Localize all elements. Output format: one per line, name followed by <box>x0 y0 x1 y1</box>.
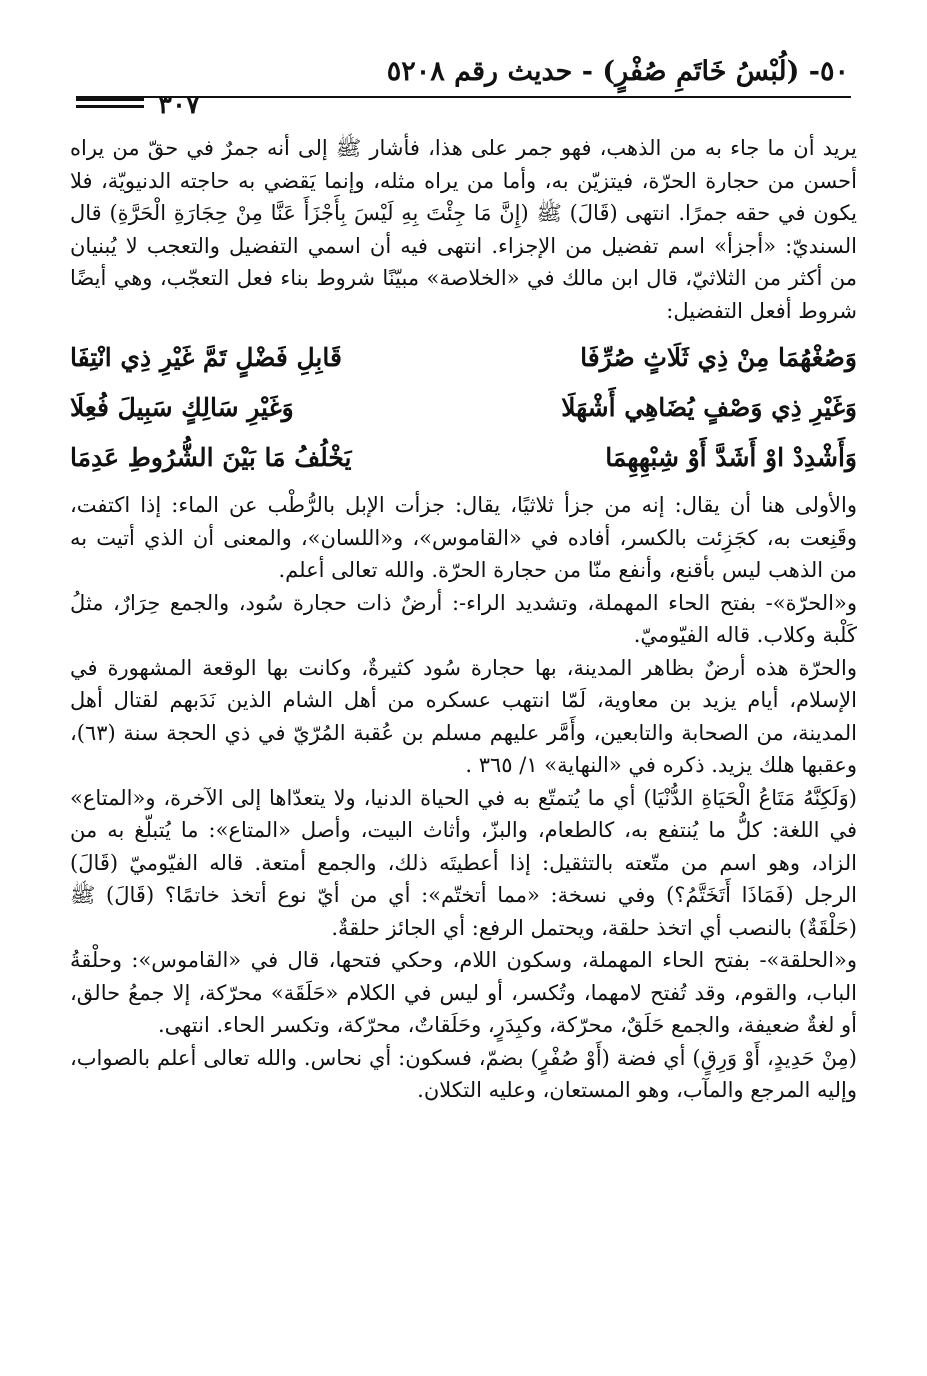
running-header-title: ٥٠- (لُبْسُ خَاتَمِ صُفْرٍ) - حديث رقم ٥٢٠٨ <box>386 56 849 87</box>
verse-first-hemistich: وَغَيْرِ ذِي وَصْفٍ يُضَاهِي أَشْهَلَا <box>561 393 857 422</box>
verse-second-hemistich: يَخْلُفُ مَا بَيْنَ الشُّرُوطِ عَدِمَا <box>70 443 352 472</box>
paragraph: يريد أن ما جاء به من الذهب، فهو جمر على هذا، فأشار ﷺ إلى أنه جمرٌ في حقّ من يراه أحسن من حجارة الحرّة، فيتزيّن به، وأما من يراه مثله، وإنما يَقضي به حاجته الدنيويّة، فلا يكون في حقه جمرًا. انتهى (قَالَ) ﷺ (إِنَّ مَا جِئْتَ بِهِ لَيْسَ بِأَجْزَأَ عَنَّا مِنْ حِجَارَةِ الْحَرَّةِ) قال السنديّ: «أجزأ» اسم تفضيل من الإجزاء. انتهى فيه أن اسمي التفضيل والتعجب لا يُبنيان من أكثر من الثلاثيّ، قال ابن مالك في «الخلاصة» مبيّنًا شروط بناء فعل التعجّب، وهي أيضًا شروط أفعل التفضيل: <box>70 136 857 323</box>
paragraph: و«الحرّة»- بفتح الحاء المهملة، وتشديد الراء-: أرضٌ ذات حجارة سُود، والجمع حِرَارٌ، مثلُ كَلْبة وكلاب. قاله الفيّوميّ. <box>70 590 857 647</box>
paragraph: والحرّة هذه أرضٌ بظاهر المدينة، بها حجارة سُود كثيرةٌ، وكانت بها الوقعة المشهورة في الإسلام، أيام يزيد بن معاوية، لَمّا انتهب عسكره من أهل الشام الذين نَدَبهم لقتال أهل المدينة، من الصحابة والتابعين، وأَمَّر عليهم مسلم بن عُقبة المُرّيّ في ذي الحجة سنة (٦٣)، وعقبها هلك يزيد. ذكره في «النهاية» ١/ ٣٦٥ . <box>70 655 857 777</box>
paragraph: و«الحلقة»- بفتح الحاء المهملة، وسكون اللام، وحكي فتحها، قال في «القاموس»: وحلْقةُ الباب، والقوم، وقد تُفتح لامهما، وتُكسر، أو ليس في الكلام «حَلَقَة» محرّكة، إلا جمعُ حالق، أو لغةٌ ضعيفة، والجمع حَلَقٌ، محرّكة، وكبِدَرٍ، وحَلَقاتٌ، محرّكة، وتكسر الحاء. انتهى. <box>70 948 857 1037</box>
verse-second-hemistich: وَغَيْرِ سَالِكٍ سَبِيلَ فُعِلَا <box>70 393 294 422</box>
poem-verse <box>70 383 857 433</box>
paragraph: (وَلَكِنَّهُ مَتَاعُ الْحَيَاةِ الدُّنْيَا) أي ما يُتمتّع به في الحياة الدنيا، ولا يتعدّاها إلى الآخرة، و«المتاع» في اللغة: كلُّ ما يُنتفع به، كالطعام، والبزّ، وأثاث البيت، وأصل «المتاع»: ما يُتبلّغ به من الزاد، وهو اسم من متّعته بالتثقيل: إذا أعطيتَه ذلك، والجمع أمتعة. قاله الفيّوميّ (قَالَ) الرجل (فَمَاذَا أَتَخَتَّمُ؟) وفي نسخة: «مما أتختّم»: أي من أيّ نوع أتخذ خاتمًا؟ (قَالَ) ﷺ (حَلْقَةٌ) بالنصب أي اتخذ حلقة، ويحتمل الرفع: أي الجائز حلقةٌ. <box>70 785 857 940</box>
poem-verse <box>70 333 857 383</box>
paragraph: والأولى هنا أن يقال: إنه من جزأ ثلاثيًا، يقال: جزأت الإبل بالرُّطْب عن الماء: إذا اكتفت، وقَنِعت به، كجَزِئت بالكسر، أفاده في «القاموس»، و«اللسان»، والمعنى أن الذي أتيت به من الذهب ليس بأقنع، وأنفع منّا من حجارة الحرّة. والله تعالى أعلم. <box>70 493 858 582</box>
page-number: ٣٠٧ <box>158 90 200 120</box>
poem-verses <box>70 333 857 483</box>
page-number-block <box>76 90 236 120</box>
verse-first-hemistich: وَصُغْهُمَا مِنْ ذِي ثَلَاثٍ صُرِّفَا <box>580 343 857 372</box>
paragraph: (مِنْ حَدِيدٍ، أَوْ وَرِقٍ) أي فضة (أَوْ صُفْرٍ) بضمّ، فسكون: أي نحاس. والله تعالى أعلم بالصواب، وإليه المرجع والمآب، وهو المستعان، وعليه التكلان. <box>70 1045 857 1102</box>
decorative-bars <box>76 98 144 112</box>
verse-first-hemistich: وَأَشْدِدْ اوْ أَشَدَّ أَوْ شِبْهِهِمَا <box>605 443 857 472</box>
poem-verse <box>70 433 857 483</box>
main-text <box>70 132 857 1107</box>
verse-second-hemistich: قَابِلِ فَضْلٍ تَمَّ غَيْرِ ذِي انْتِفَا <box>70 343 342 372</box>
